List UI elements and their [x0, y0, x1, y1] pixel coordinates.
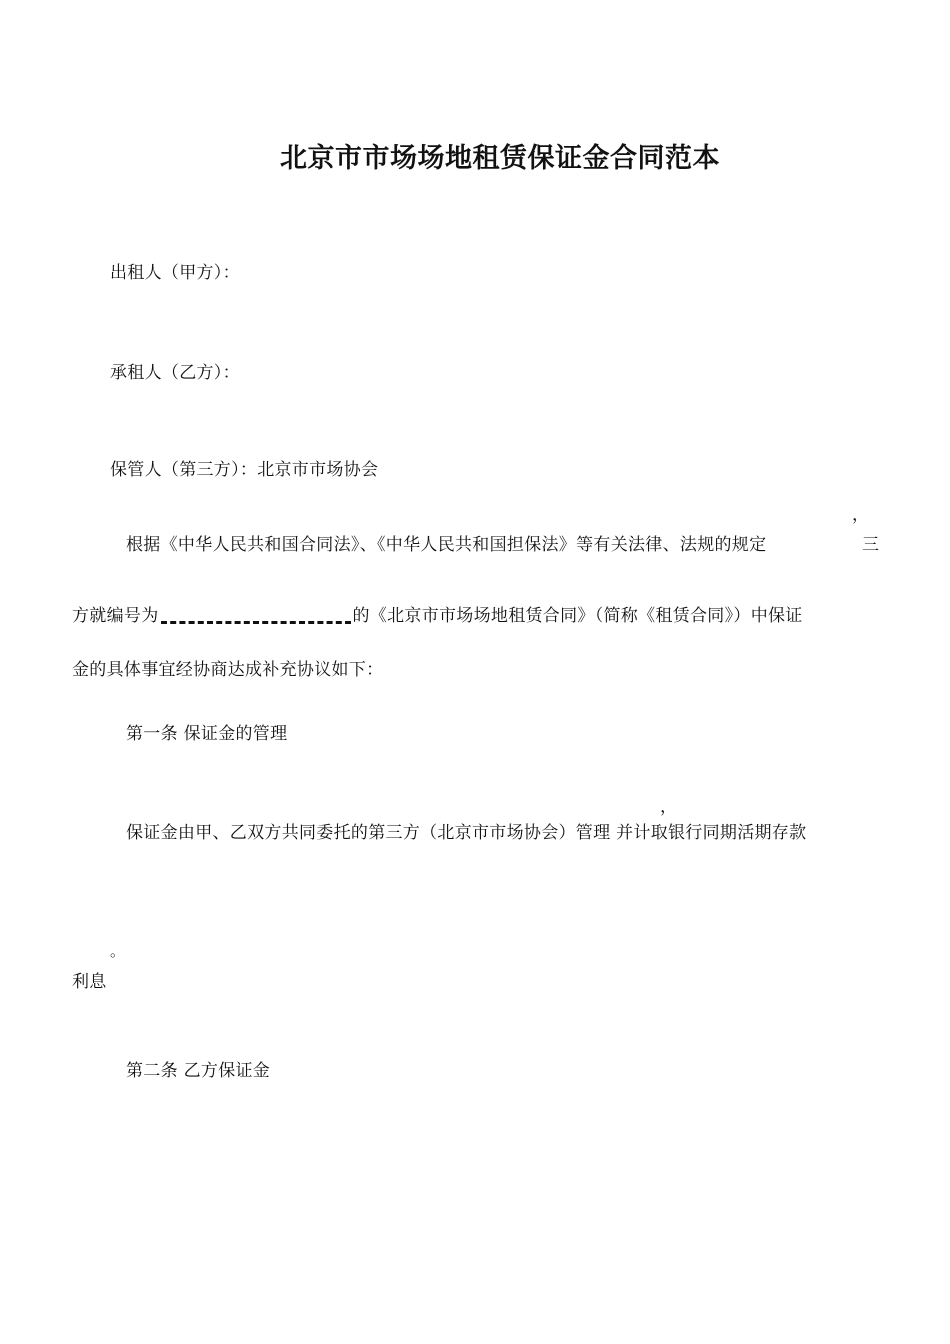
preamble-line-2-suffix: 的《北京市市场场地租赁合同》（简称《租赁合同》）中保证 — [352, 606, 803, 626]
preamble-line-2-prefix: 方就编号为 — [72, 606, 159, 626]
article-1-body-line-1: 保证金由甲、乙双方共同委托的第三方（北京市市场协会）管理 并计取银行同期活期存款 — [126, 823, 807, 843]
article-1-comma: ， — [660, 797, 677, 817]
custodian-label: 保管人（第三方）：北京市市场协会 — [110, 460, 379, 480]
preamble-comma: ， — [852, 505, 869, 525]
contract-number-blank[interactable] — [161, 603, 351, 624]
preamble-line-3: 金的具体事宜经协商达成补充协议如下： — [72, 660, 384, 680]
preamble-line-1-tail: 三 — [862, 535, 880, 555]
lessee-label: 承租人（乙方）： — [110, 363, 240, 383]
preamble-line-2 — [72, 601, 803, 626]
lessor-label: 出租人（甲方）： — [110, 263, 240, 283]
article-2-heading: 第二条 乙方保证金 — [126, 1061, 271, 1081]
article-1-heading: 第一条 保证金的管理 — [126, 724, 288, 744]
article-1-body-line-2: 利息 — [72, 972, 107, 992]
document-title: 北京市市场场地租赁保证金合同范本 — [280, 143, 720, 174]
article-1-period: 。 — [110, 942, 126, 960]
preamble-line-1: 根据《中华人民共和国合同法》、《中华人民共和国担保法》等有关法律、法规的规定 — [126, 535, 767, 555]
